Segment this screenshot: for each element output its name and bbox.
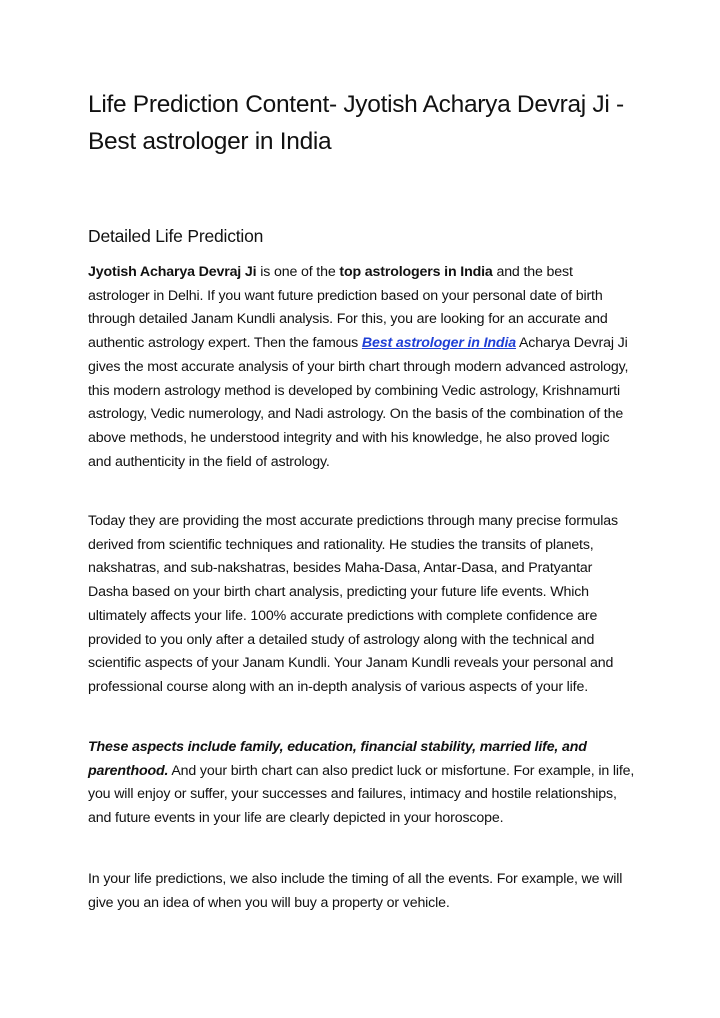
paragraph-predictions: Today they are providing the most accurate predictions through many precise formulas derived from scientific techniques and rationality. He studies the transits of planets, nakshatras, and sub-nakshatras, besides Maha-Dasa, Antar-Dasa, and Pratyantar Dasha based on your birth chart analysis, predicting your future life events. Which ultimately affects your life. 100% accurate predictions with complete confidence are provided to you only after a detailed study of astrology along with the technical and scientific aspects of your Janam Kundli. Your Janam Kundli reveals your personal and professional course along with an in-depth analysis of various aspects of your life. <box>88 513 618 695</box>
best-astrologer-link[interactable]: Best astrologer in India <box>361 335 516 352</box>
paragraph-aspects <box>88 736 636 831</box>
paragraph-intro <box>88 261 636 474</box>
intro-text-b: and the best astrologer in Delhi. If you want future prediction based on your personal date of birth through detailed Janam Kundli analysis. For this, you are looking for an accurate and authentic astrology expert. Then the famous <box>88 264 608 352</box>
section-heading: Detailed Life Prediction <box>88 226 264 246</box>
astrologer-name: Jyotish Acharya Devraj Ji <box>88 264 257 280</box>
aspects-emphasis: These aspects include family, education, financial stability, married life, and parenthood. <box>88 739 587 779</box>
page-title: Life Prediction Content- Jyotish Acharya Devraj Ji - Best astrologer in India <box>88 91 624 155</box>
intro-text-a: is one of the <box>256 264 340 280</box>
top-astrologers-phrase: top astrologers in India <box>339 264 493 280</box>
intro-text-c: Acharya Devraj Ji gives the most accurate analysis of your birth chart through modern advanced astrology, this modern astrology method is developed by combining Vedic astrology, Krishnamurti astrology, Vedic numerology, and Nadi astrology. On the basis of the combination of the above methods, he understood integrity and with his knowledge, he also proved logic and authenticity in the field of astrology. <box>88 335 629 470</box>
aspects-text: And your birth chart can also predict luck or misfortune. For example, in life, you will enjoy or suffer, your successes and failures, intimacy and hostile relationships, and future events in your life are clearly depicted in your horoscope. <box>88 762 635 827</box>
paragraph-timing: In your life predictions, we also include the timing of all the events. For example, we will give you an idea of when you will buy a property or vehicle. <box>88 871 623 911</box>
